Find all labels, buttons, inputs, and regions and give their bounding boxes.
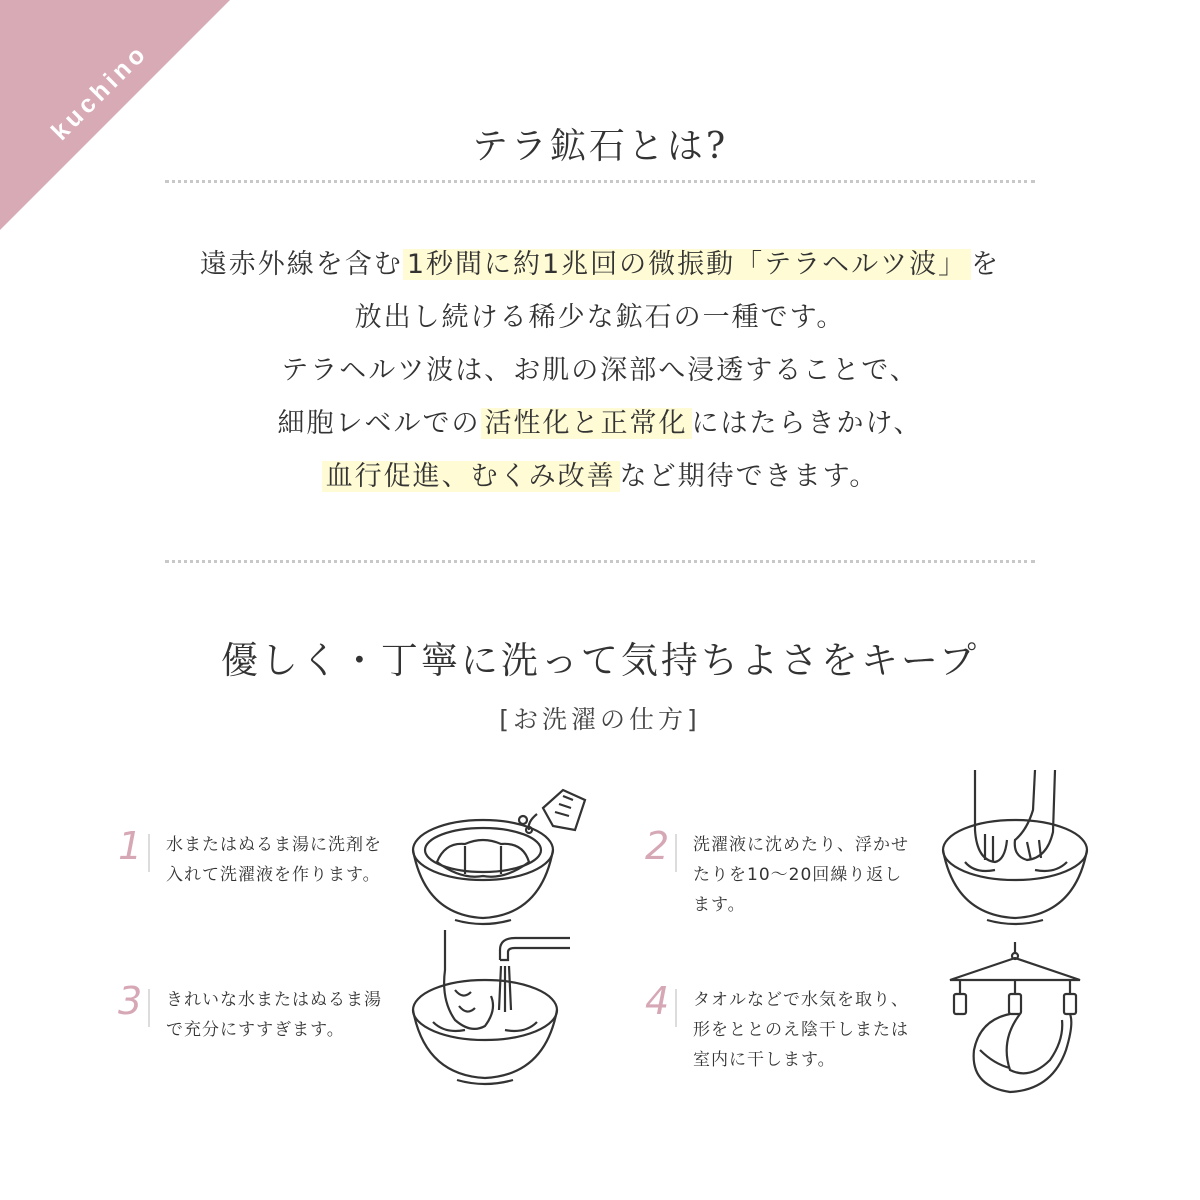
rinse-faucet-icon: [405, 930, 575, 1100]
step-number: 4: [645, 979, 670, 1023]
highlight-terahertz: 1秒間に約1兆回の微振動「テラヘルツ波」: [403, 249, 971, 280]
intro-line-5: 血行促進、むくみ改善 など期待できます。: [0, 450, 1200, 503]
dotted-divider-top: [165, 180, 1035, 183]
drying-hanger-icon: [940, 940, 1090, 1100]
step-text: 水またはぬるま湯に洗剤を 入れて洗濯液を作ります。: [166, 835, 382, 885]
hands-in-bowl-icon: [935, 770, 1095, 930]
section-subtitle-washing-method: [お洗濯の仕方]: [499, 705, 701, 734]
step-text: タオルなどで水気を取り、 形をととのえ陰干しまたは 室内に干します。: [693, 990, 909, 1070]
bowl-detergent-icon: [405, 770, 595, 930]
step-number: 3: [118, 979, 143, 1023]
highlight-circulation: 血行促進、むくみ改善: [322, 461, 620, 492]
intro-line-1: 遠赤外線を含む 1秒間に約1兆回の微振動「テラヘルツ波」 を: [199, 249, 1001, 280]
intro-line-3: テラヘルツ波は、お肌の深部へ浸透することで、: [281, 355, 919, 386]
section-title-washing: 優しく・丁寧に洗って気持ちよさをキープ: [220, 639, 980, 682]
brand-corner-ribbon: [0, 0, 230, 230]
section-title-terra-ore: テラ鉱石とは?: [471, 126, 729, 167]
intro-line-2: 放出し続ける稀少な鉱石の一種です。: [354, 302, 846, 333]
highlight-activation: 活性化と正常化: [481, 408, 692, 439]
step-divider: [148, 989, 150, 1027]
corner-triangle-shape: [0, 0, 230, 230]
step-number: 2: [645, 824, 670, 868]
intro-paragraph: [0, 238, 1200, 503]
step-divider: [675, 834, 677, 872]
step-divider: [675, 989, 677, 1027]
step-text: 洗濯液に沈めたり、浮かせ たりを10〜20回繰り返し ます。: [693, 835, 909, 915]
step-number: 1: [118, 824, 143, 868]
step-text: きれいな水またはぬるま湯 で充分にすすぎます。: [166, 990, 382, 1040]
step-divider: [148, 834, 150, 872]
brand-logo-text: kuchino: [45, 38, 154, 146]
dotted-divider-middle: [165, 560, 1035, 563]
intro-line-4: 細胞レベルでの 活性化と正常化 にはたらきかけ、: [277, 408, 923, 439]
